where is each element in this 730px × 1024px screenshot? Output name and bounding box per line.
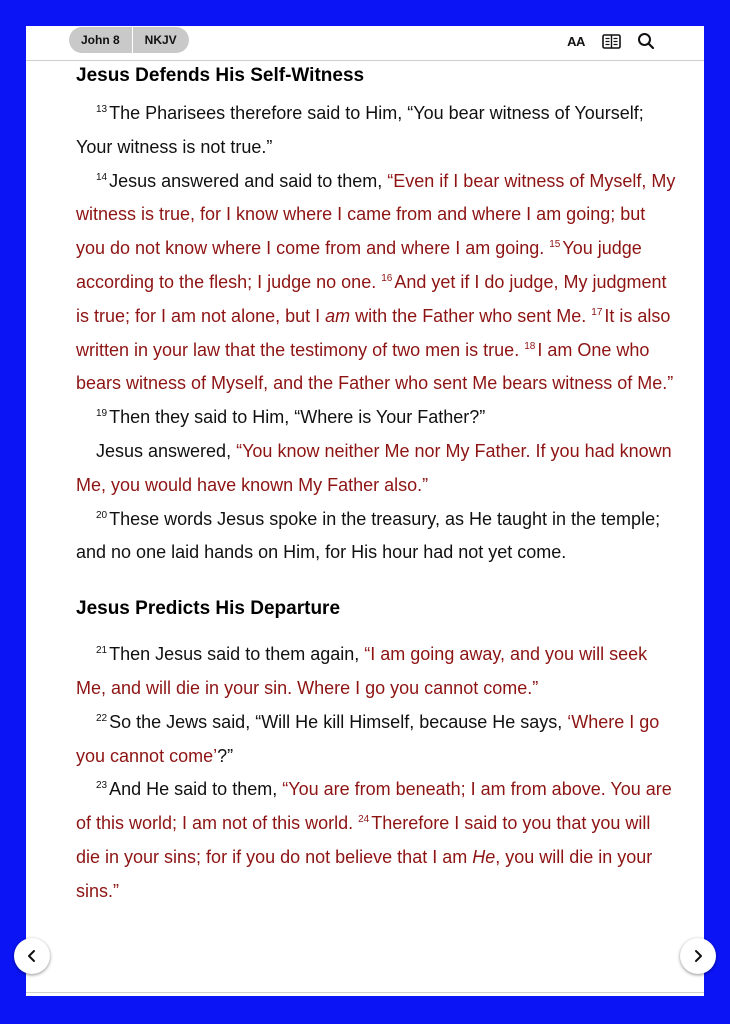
- verse-number: 21: [96, 645, 108, 657]
- words-of-christ: It is also written in your law that the testimony of two men is true.: [76, 305, 671, 360]
- chevron-left-icon: [26, 949, 38, 963]
- verse-number: 20: [96, 509, 108, 521]
- previous-chapter-button[interactable]: [14, 938, 50, 974]
- translation-button[interactable]: NKJV: [144, 33, 177, 47]
- section-heading: Jesus Defends His Self-Witness: [76, 65, 365, 86]
- chapter-text: [76, 63, 676, 909]
- words-of-christ-italic: am: [325, 305, 351, 326]
- toolbar-divider: [26, 60, 704, 61]
- verse-paragraph: [76, 706, 676, 774]
- chapter-button[interactable]: John 8: [81, 33, 120, 47]
- bottom-divider: [26, 992, 704, 993]
- verse-number: 14: [96, 171, 108, 183]
- verse-paragraph: [76, 97, 676, 165]
- verse-text: Then Jesus said to them again,: [109, 644, 365, 665]
- words-of-christ-italic: He: [472, 846, 496, 867]
- verse-number: 17: [591, 306, 603, 318]
- words-of-christ: with the Father who sent Me.: [350, 305, 592, 326]
- verse-number: 22: [96, 712, 108, 724]
- verse-number: 18: [524, 340, 536, 352]
- verse-number: 15: [549, 239, 561, 251]
- verse-number: 23: [96, 780, 108, 792]
- verse-number: 13: [96, 104, 108, 115]
- verse-text: Jesus answered,: [96, 440, 237, 461]
- verse-text: These words Jesus spoke in the treasury, as He taught in the temple; and no one laid hands on Him, for His hour had not yet come.: [76, 508, 661, 563]
- chevron-right-icon: [692, 949, 704, 963]
- reference-pill: [69, 27, 189, 53]
- verse-number: 24: [358, 814, 370, 826]
- words-of-christ: I am One who bears witness of Myself, and the Father who sent Me bears witness of Me.”: [76, 339, 674, 394]
- verse-paragraph: [76, 503, 676, 571]
- words-of-christ: “You know neither Me nor My Father. If you had known Me, you would have known My Father also.”: [76, 440, 672, 495]
- words-of-christ: And yet if I do judge, My judgment is true; for I am not alone, but I: [76, 271, 667, 326]
- next-chapter-button[interactable]: [680, 938, 716, 974]
- words-of-christ: “You are from beneath; I am from above. You are of this world; I am not of this world.: [76, 779, 672, 834]
- verse-paragraph: [76, 401, 676, 435]
- words-of-christ: “Even if I bear witness of Myself, My witness is true, for I know where I came from and where I am going; but you do not know where I come from and where I am going.: [76, 170, 676, 259]
- section-heading: Jesus Predicts His Departure: [76, 598, 341, 620]
- verse-paragraph: [76, 165, 676, 402]
- words-of-christ: Therefore I said to you that you will die in your sins; for if you do not believe that I am: [76, 813, 651, 867]
- reader-page: [26, 26, 704, 996]
- words-of-christ: ‘Where I go you cannot come’: [76, 711, 660, 766]
- verse-text: And He said to them,: [109, 779, 283, 800]
- verse-text: So the Jews said, “Will He kill Himself, because He says,: [109, 711, 568, 732]
- search-icon[interactable]: [635, 32, 657, 50]
- verse-text: Then they said to Him, “Where is Your Father?”: [109, 407, 486, 428]
- verse-paragraph: [76, 638, 676, 706]
- words-of-christ: “I am going away, and you will seek Me, and will die in your sin. Where I go you cannot come.”: [76, 644, 648, 698]
- top-toolbar: [26, 26, 704, 60]
- verse-text: ?”: [217, 745, 234, 766]
- book-icon[interactable]: [600, 32, 622, 50]
- verse-text: The Pharisees therefore said to Him, “You bear witness of Yourself; Your witness is not true.”: [76, 103, 644, 157]
- words-of-christ: , you will die in your sins.”: [76, 846, 653, 901]
- verse-number: 19: [96, 408, 108, 420]
- font-size-icon[interactable]: AA: [567, 33, 585, 49]
- verse-number: 16: [381, 272, 393, 284]
- verse-text: Jesus answered and said to them,: [109, 170, 388, 191]
- verse-paragraph: [76, 773, 676, 908]
- verse-paragraph: [76, 435, 676, 503]
- words-of-christ: You judge according to the flesh; I judge no one.: [76, 238, 642, 292]
